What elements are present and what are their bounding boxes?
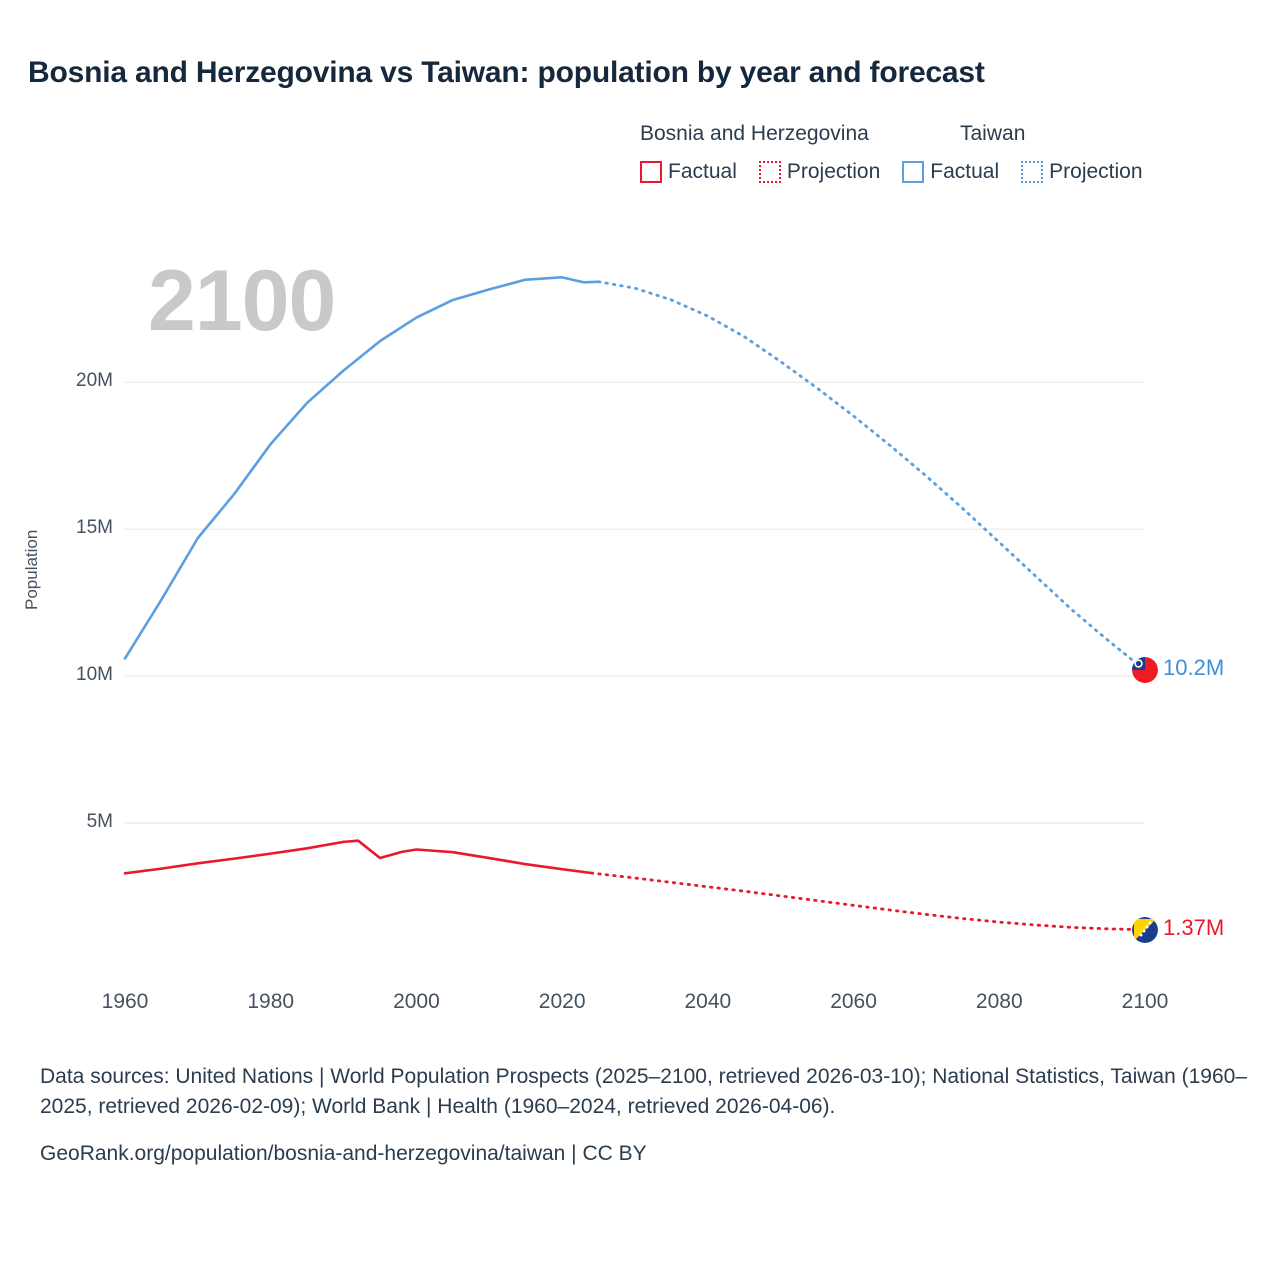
legend-label: Projection	[1049, 160, 1143, 183]
chart-legend	[640, 122, 1260, 184]
y-tick-label: 20M	[76, 370, 113, 392]
legend-label: Factual	[930, 160, 1000, 183]
legend-swatch-dotted-blue-icon	[1021, 161, 1043, 183]
y-axis-label: Population	[22, 529, 41, 610]
x-tick-label: 1960	[101, 990, 149, 1013]
legend-item-bosnia-projection[interactable]	[759, 160, 880, 184]
page-title: Bosnia and Herzegovina vs Taiwan: population by year and forecast	[28, 56, 985, 89]
legend-group-taiwan-title: Taiwan	[960, 122, 1026, 145]
chart-plot-area	[0, 230, 1280, 1050]
chart-watermark: 2100	[148, 253, 336, 349]
legend-label: Factual	[668, 160, 737, 183]
x-tick-label: 2020	[538, 990, 586, 1013]
y-tick-label: 5M	[86, 811, 113, 833]
x-tick-label: 1980	[247, 990, 295, 1013]
chart-svg	[0, 230, 1280, 1050]
legend-group-bosnia-title: Bosnia and Herzegovina	[640, 122, 869, 145]
footer-attribution: GeoRank.org/population/bosnia-and-herzegovina/taiwan | CC BY	[40, 1141, 647, 1165]
legend-swatch-dotted-red-icon	[759, 161, 781, 183]
x-tick-label: 2100	[1121, 990, 1169, 1013]
footer	[40, 1062, 1250, 1190]
legend-item-taiwan-projection[interactable]	[1021, 160, 1142, 184]
footer-sources: Data sources: United Nations | World Population Prospects (2025–2100, retrieved 2026-03-10); National Statistics, Taiwan (1960–2025, retrieved 2026-02-09); World Bank | Health (1960–2024, retrieved 2026-04-06).	[40, 1065, 1248, 1119]
y-tick-label: 10M	[76, 664, 113, 686]
x-tick-label: 2060	[830, 990, 877, 1013]
x-tick-label: 2080	[975, 990, 1023, 1013]
taiwan-end-value-label: 10.2M	[1163, 655, 1225, 681]
x-tick-label: 2040	[684, 990, 732, 1013]
bosnia-flag-marker-icon	[1132, 917, 1158, 943]
y-tick-label: 15M	[76, 517, 113, 539]
legend-item-bosnia-factual[interactable]	[640, 160, 737, 184]
legend-swatch-solid-red-icon	[640, 161, 662, 183]
x-tick-label: 2000	[393, 990, 440, 1013]
legend-swatch-solid-blue-icon	[902, 161, 924, 183]
legend-label: Projection	[786, 160, 881, 183]
bosnia-end-value-label: 1.37M	[1163, 914, 1225, 940]
legend-item-taiwan-factual[interactable]	[902, 160, 999, 184]
